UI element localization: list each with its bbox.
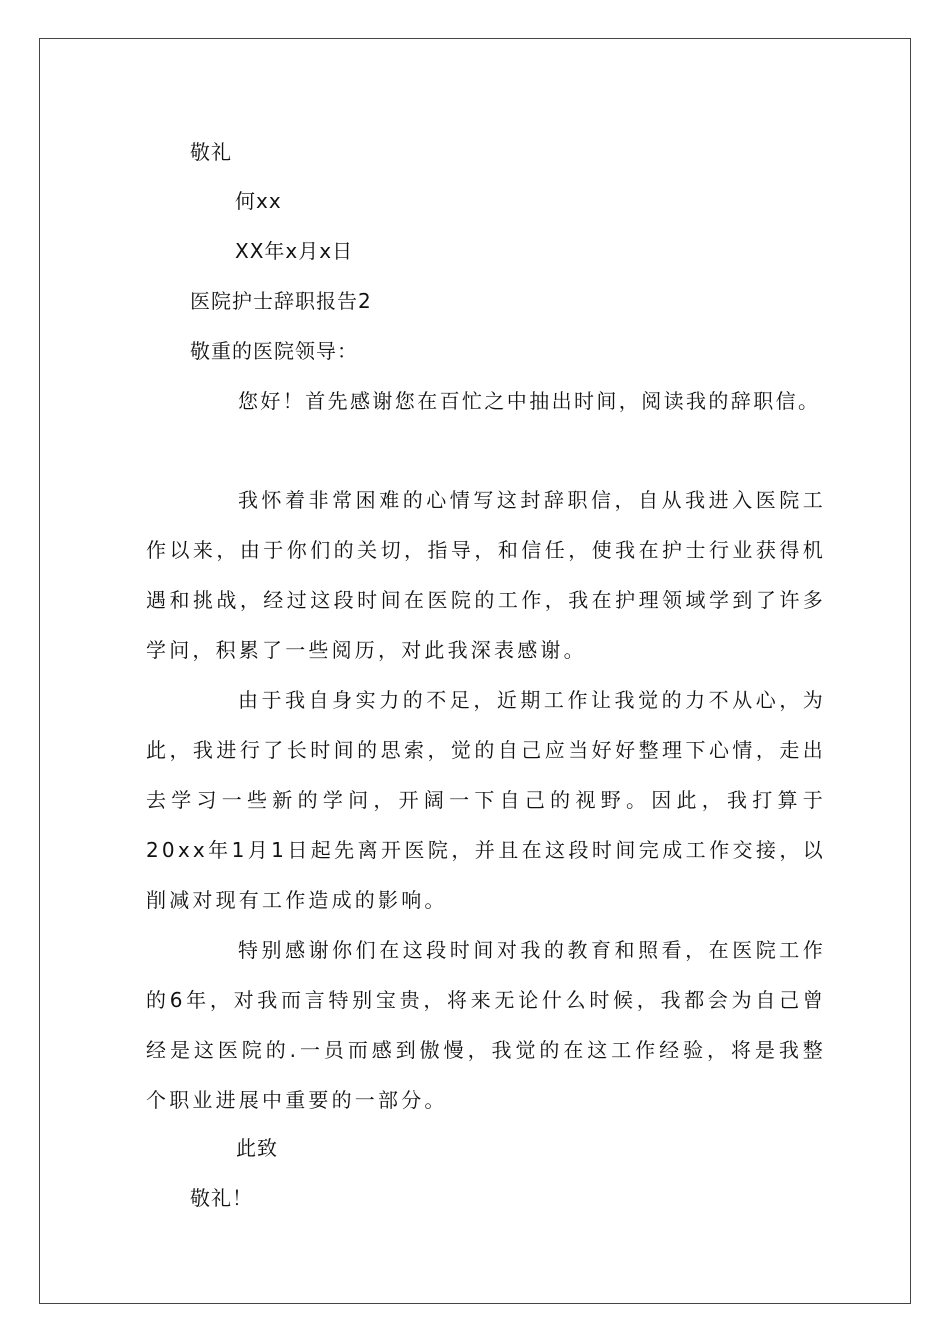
closing-bottom: 敬礼！ <box>190 1186 253 1210</box>
paragraph-2: 由于我自身实力的不足，近期工作让我觉的力不从心，为此，我进行了长时间的思索，觉的自己应当好好整理下心情，走出去学习一些新的学问，开阔一下自己的视野。因此，我打算于20xx年1月1日起先离开医院，并且在这段时间完成工作交接，以削减对现有工作造成的影响。 <box>146 688 826 912</box>
signature: 何xx <box>235 189 282 213</box>
salutation: 敬重的医院领导： <box>190 339 358 363</box>
report-title: 医院护士辞职报告2 <box>190 289 372 313</box>
date: XX年x月x日 <box>235 239 354 263</box>
paragraph-3: 特别感谢你们在这段时间对我的教育和照看，在医院工作的6年，对我而言特别宝贵，将来无论什么时候，我都会为自己曾经是这医院的.一员而感到傲慢，我觉的在这工作经验，将是我整个职业进展中重要的一部分。 <box>146 938 826 1112</box>
paragraph-1: 我怀着非常困难的心情写这封辞职信，自从我进入医院工作以来，由于你们的关切，指导，和信任，使我在护士行业获得机遇和挑战，经过这段时间在医院的工作，我在护理领域学到了许多学问，积累了一些阅历，对此我深表感谢。 <box>146 488 826 662</box>
closing-phrase: 此致 <box>236 1136 278 1160</box>
closing-top: 敬礼 <box>190 140 232 164</box>
greeting: 您好！首先感谢您在百忙之中抽出时间，阅读我的辞职信。 <box>238 389 821 413</box>
